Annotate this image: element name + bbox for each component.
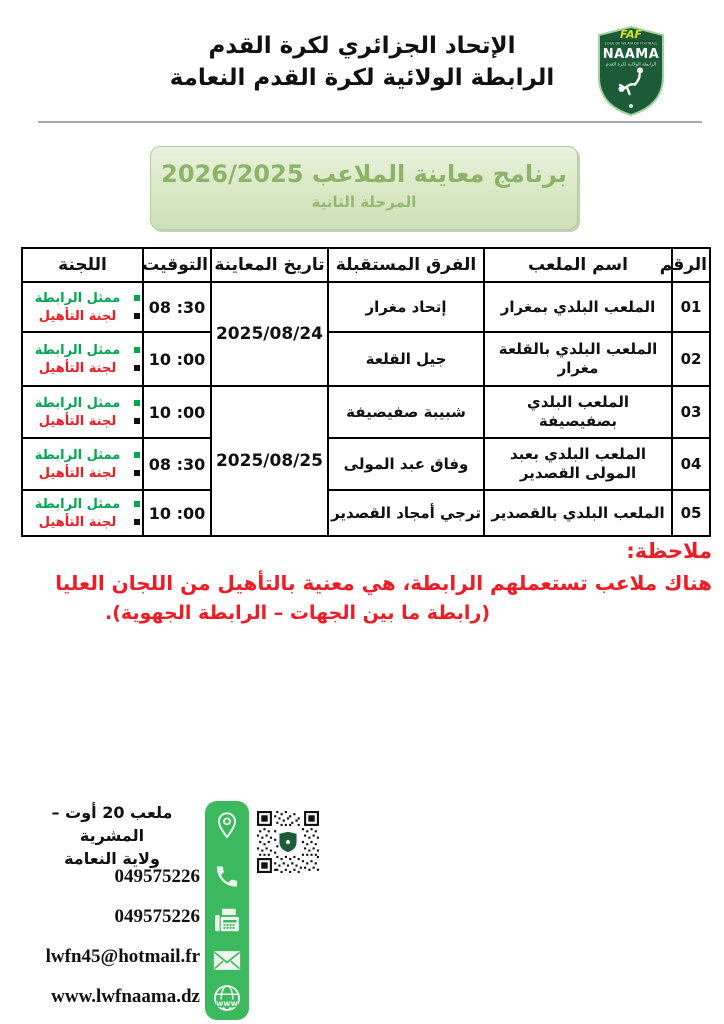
committee-item-league-rep [25,497,140,512]
committee-label: ممثل الرابطة [34,342,121,358]
time-value: 08 :30 [148,297,206,317]
cell-host-team: جيل القلعة [328,332,484,386]
federation-title: الإتحاد الجزائري لكرة القدم [208,33,516,59]
col-header-date: تاريخ المعاينة [211,248,328,282]
globe-www-icon [212,983,242,1013]
note-line-1: هناك ملاعب تستعملهم الرابطة، هي معنية بالتأهيل من اللجان العليا [55,571,712,595]
committee-item-qualification [25,414,140,429]
committee-label: لجنة التأهيل [38,360,117,376]
svg-text:الرابطة الولائية لكرة القدم: الرابطة الولائية لكرة القدم [605,62,657,68]
time-value: 10 :00 [148,503,206,523]
svg-text:LIGUE DE WILAYA DE FOOTBALL: LIGUE DE WILAYA DE FOOTBALL [604,41,658,46]
note-title: ملاحظة: [626,539,712,563]
col-header-stadium: اسم الملعب [484,248,672,282]
table-row [22,282,710,332]
committee-label: ممثل الرابطة [34,496,121,512]
committee-label: ممثل الرابطة [34,447,121,463]
committee-label: لجنة التأهيل [38,514,117,530]
col-header-time: التوقيت [143,248,211,282]
cell-committee [22,282,143,332]
committee-item-league-rep [25,448,140,463]
cell-committee [22,438,143,490]
cell-time [143,386,211,438]
bullet-black-icon [134,365,140,371]
bullet-black-icon [134,418,140,424]
banner-subtitle: المرحلة الثانية [311,193,417,211]
address-line-1: ملعب 20 أوت – المشرية [51,803,173,846]
bullet-green-icon [134,295,140,301]
inspection-table [21,247,711,537]
cell-host-team: وفاق عبد المولى [328,438,484,490]
league-title: الرابطة الولائية لكرة القدم النعامة [169,64,555,91]
bullet-black-icon [134,519,140,525]
committee-item-qualification [25,309,140,324]
col-header-committee: اللجنة [22,248,143,282]
cell-time [143,332,211,386]
cell-number: 03 [672,386,710,438]
banner-title: برنامج معاينة الملاعب 2026/2025 [161,160,567,188]
table-header-row [22,248,710,282]
committee-item-league-rep [25,396,140,411]
committee-label: لجنة التأهيل [38,413,117,429]
cell-inspection-date [211,282,328,386]
qr-code [257,811,319,873]
contact-icon-bar [205,801,249,1020]
program-banner [150,146,578,230]
committee-item-qualification [25,466,140,481]
cell-stadium-name: الملعب البلدي بالقصدير [484,490,672,536]
cell-committee [22,490,143,536]
table-row [22,386,710,438]
cell-stadium-name: الملعب البلدي بالقلعة مغرار [484,332,672,386]
cell-stadium-name: الملعب البلدي بعبد المولى القصدير [484,438,672,490]
contact-fax: 049575226 [114,906,200,927]
committee-item-qualification [25,361,140,376]
header-divider [38,121,702,123]
naama-league-logo-icon [594,24,668,119]
date-value: 2025/08/25 [215,451,324,471]
committee-label: لجنة التأهيل [38,308,117,324]
envelope-icon [212,949,242,972]
cell-stadium-name: الملعب البلدي بمغرار [484,282,672,332]
note-section [22,539,712,624]
table-row [22,490,710,536]
note-line-2: (رابطة ما بين الجهات – الرابطة الجهوية). [105,602,490,624]
svg-text:NAAMA: NAAMA [602,47,660,62]
cell-number: 02 [672,332,710,386]
committee-label: لجنة التأهيل [38,465,117,481]
svg-text:www: www [216,998,238,1008]
contact-website: www.lwfnaama.dz [51,986,200,1007]
col-header-number: الرقم [672,248,710,282]
bullet-green-icon [134,347,140,353]
committee-item-league-rep [25,291,140,306]
cell-number: 05 [672,490,710,536]
cell-host-team: شبيبة صفيصيفة [328,386,484,438]
cell-number: 01 [672,282,710,332]
cell-time [143,490,211,536]
cell-time [143,282,211,332]
col-header-host-team: الفرق المستقبلة [328,248,484,282]
address-line-2: ولاية النعامة [64,849,160,869]
cell-stadium-name: الملعب البلدي بصفيصيفة [484,386,672,438]
bullet-green-icon [134,501,140,507]
cell-committee [22,386,143,438]
contact-address [28,801,196,871]
phone-icon [214,863,241,890]
cell-host-team: ترجي أمجاد القصدير [328,490,484,536]
cell-inspection-date [211,386,328,536]
location-pin-icon [213,811,241,841]
time-value: 08 :30 [148,454,206,474]
committee-item-qualification [25,515,140,530]
committee-item-league-rep [25,343,140,358]
date-value: 2025/08/24 [215,324,324,344]
time-value: 10 :00 [148,402,206,422]
bullet-green-icon [134,452,140,458]
contact-phone: 049575226 [114,866,200,887]
time-value: 10 :00 [148,349,206,369]
cell-time [143,438,211,490]
bullet-green-icon [134,400,140,406]
committee-label: ممثل الرابطة [34,290,121,306]
table-row [22,332,710,386]
svg-text:FAF: FAF [619,28,643,41]
cell-host-team: إتحاد مغرار [328,282,484,332]
cell-committee [22,332,143,386]
bullet-black-icon [134,313,140,319]
committee-label: ممثل الرابطة [34,395,121,411]
cell-number: 04 [672,438,710,490]
table-row [22,438,710,490]
contact-email: lwfn45@hotmail.fr [45,946,200,967]
bullet-black-icon [134,470,140,476]
fax-icon [212,905,242,935]
